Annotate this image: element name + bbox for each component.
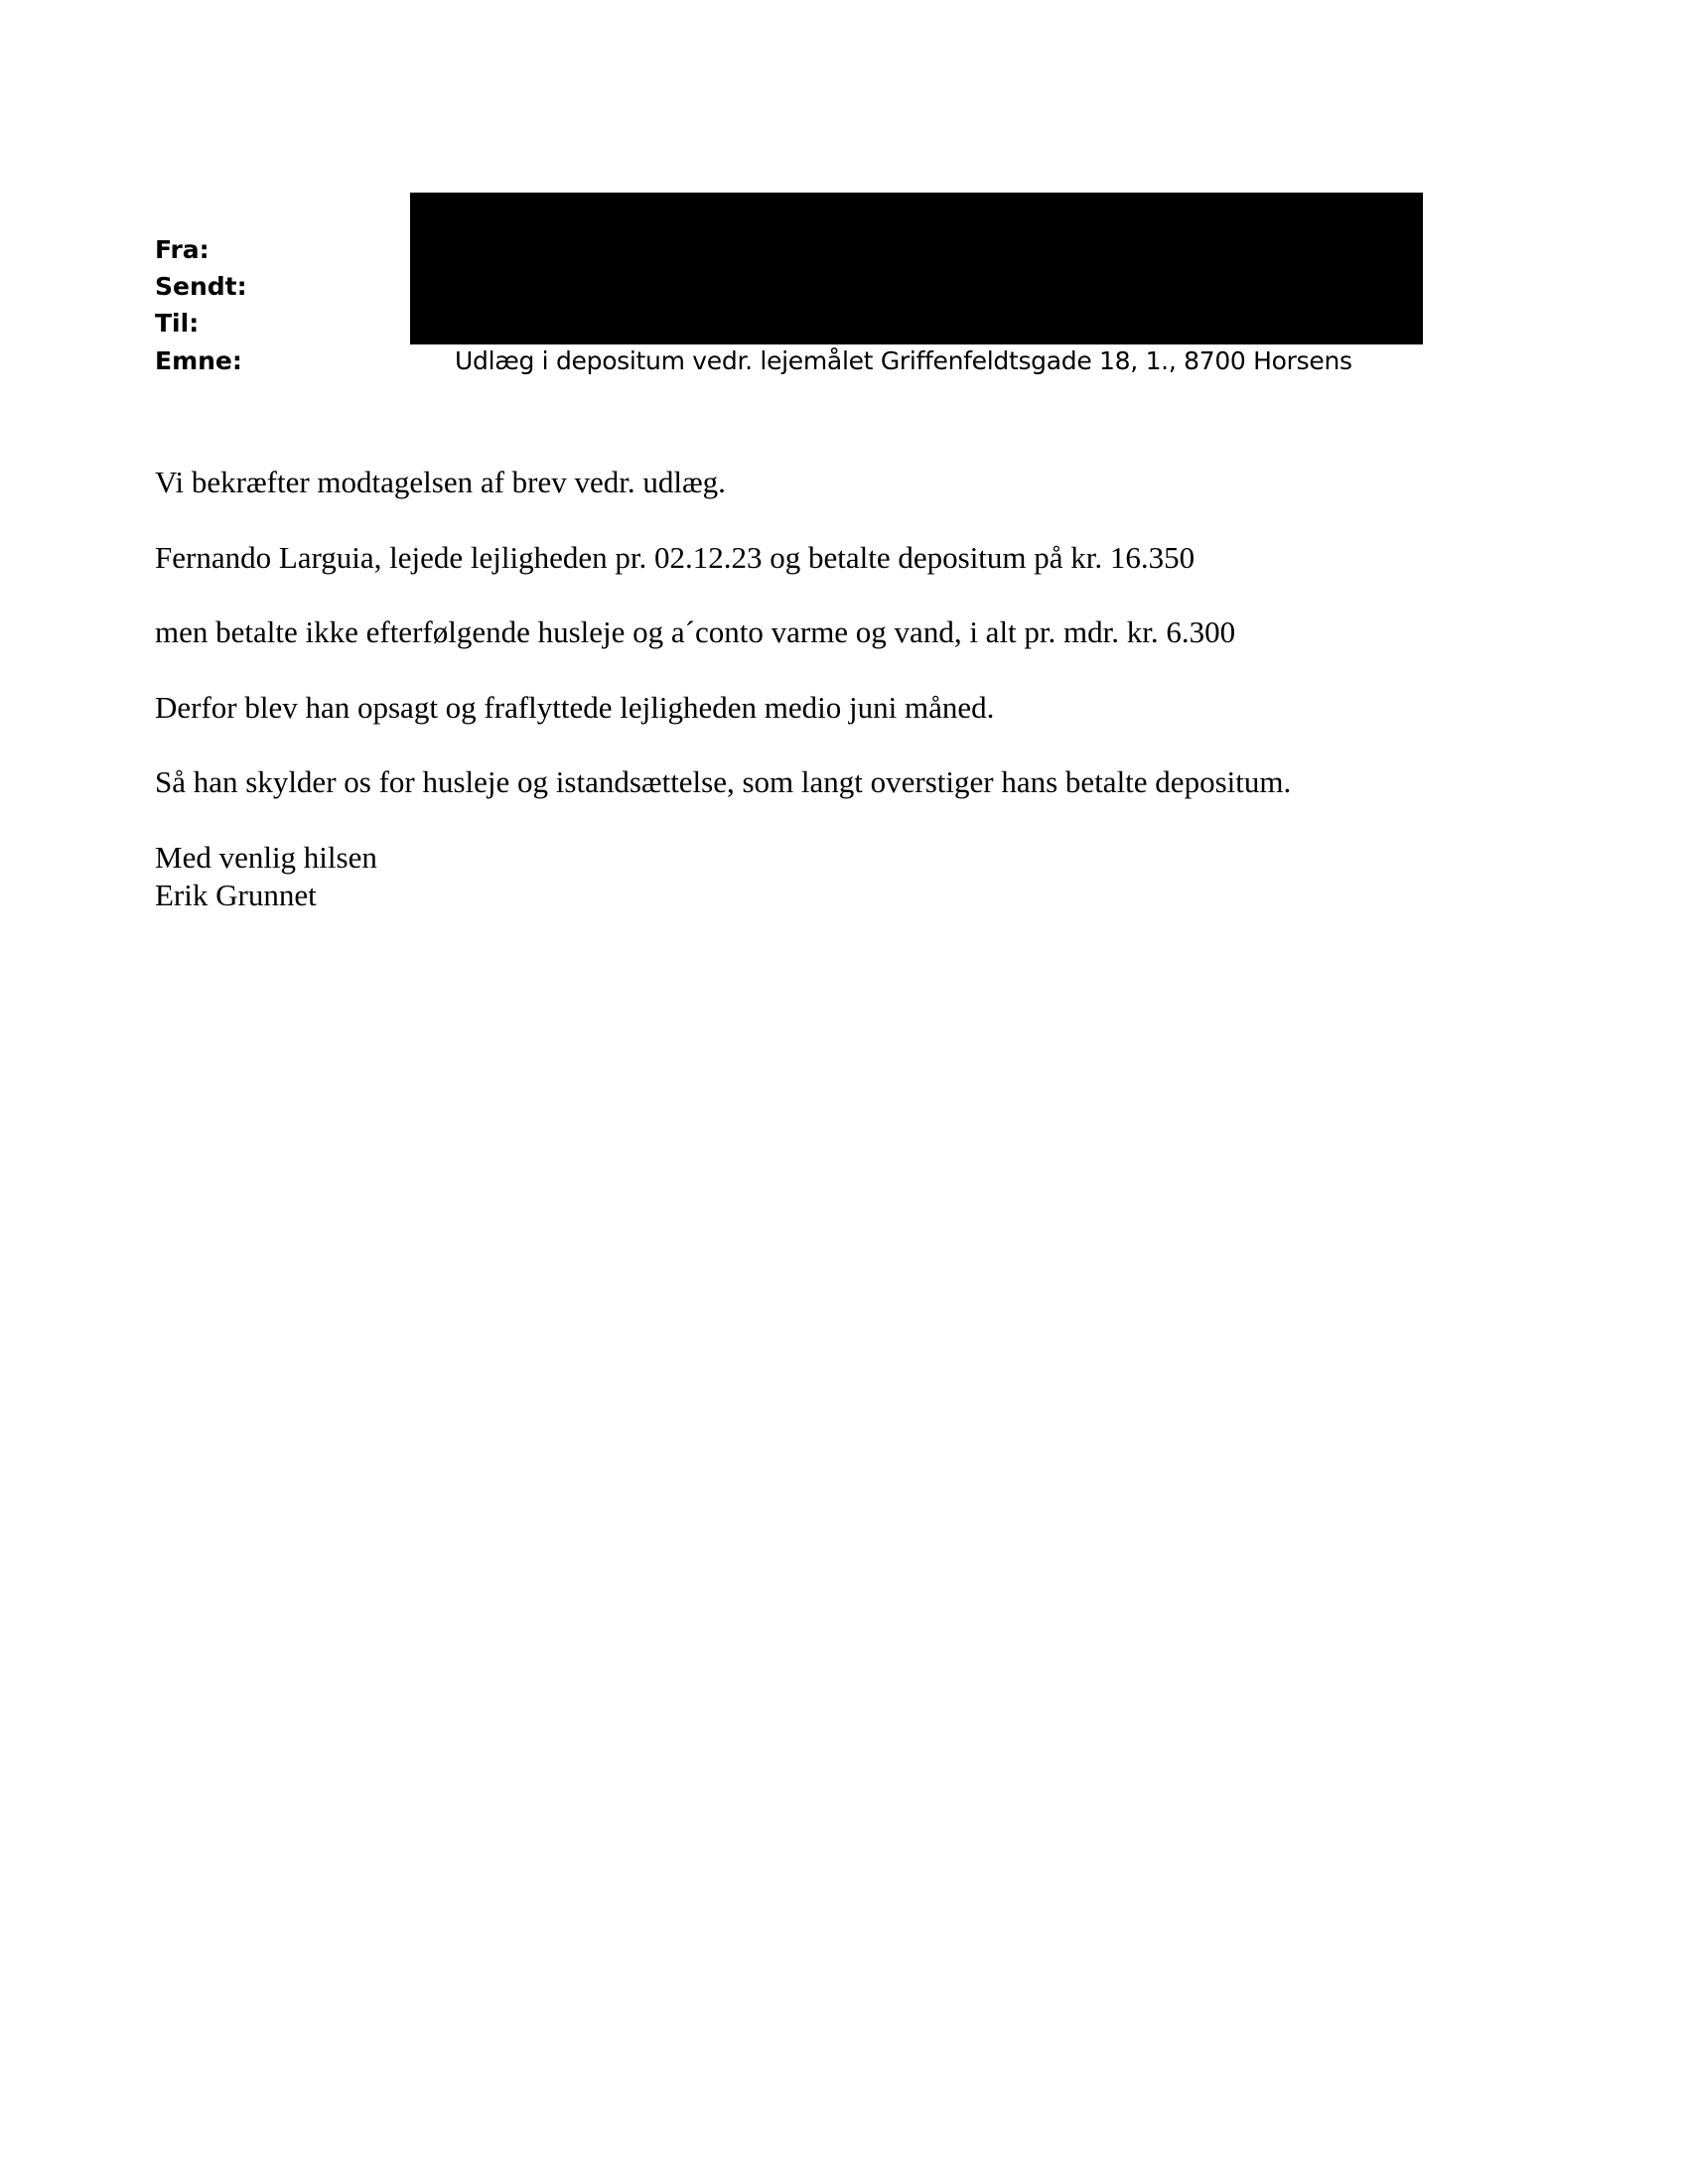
signer-name: Erik Grunnet (155, 878, 317, 912)
body-paragraph: Fernando Larguia, lejede lejligheden pr. 02.12.23 og betalte depositum på kr. 16.350 (155, 540, 1196, 575)
signature-block (155, 839, 377, 914)
to-label: Til: (155, 309, 200, 338)
closing-text: Med venlig hilsen (155, 840, 377, 875)
body-paragraph: Vi bekræfter modtagelsen af brev vedr. udlæg. (155, 465, 726, 499)
sent-label: Sendt: (155, 272, 247, 301)
subject-label: Emne: (155, 346, 242, 375)
from-label: Fra: (155, 235, 210, 264)
body-paragraph: Så han skylder os for husleje og istandsættelse, som langt overstiger hans betalte depositum. (155, 764, 1292, 799)
subject-value: Udlæg i depositum vedr. lejemålet Griffenfeldtsgade 18, 1., 8700 Horsens (455, 346, 1352, 375)
body-paragraph: men betalte ikke efterfølgende husleje og a´conto varme og vand, i alt pr. mdr. kr. 6.300 (155, 614, 1236, 649)
body-paragraph: Derfor blev han opsagt og fraflyttede lejligheden medio juni måned. (155, 690, 995, 725)
redaction-block (410, 193, 1423, 344)
